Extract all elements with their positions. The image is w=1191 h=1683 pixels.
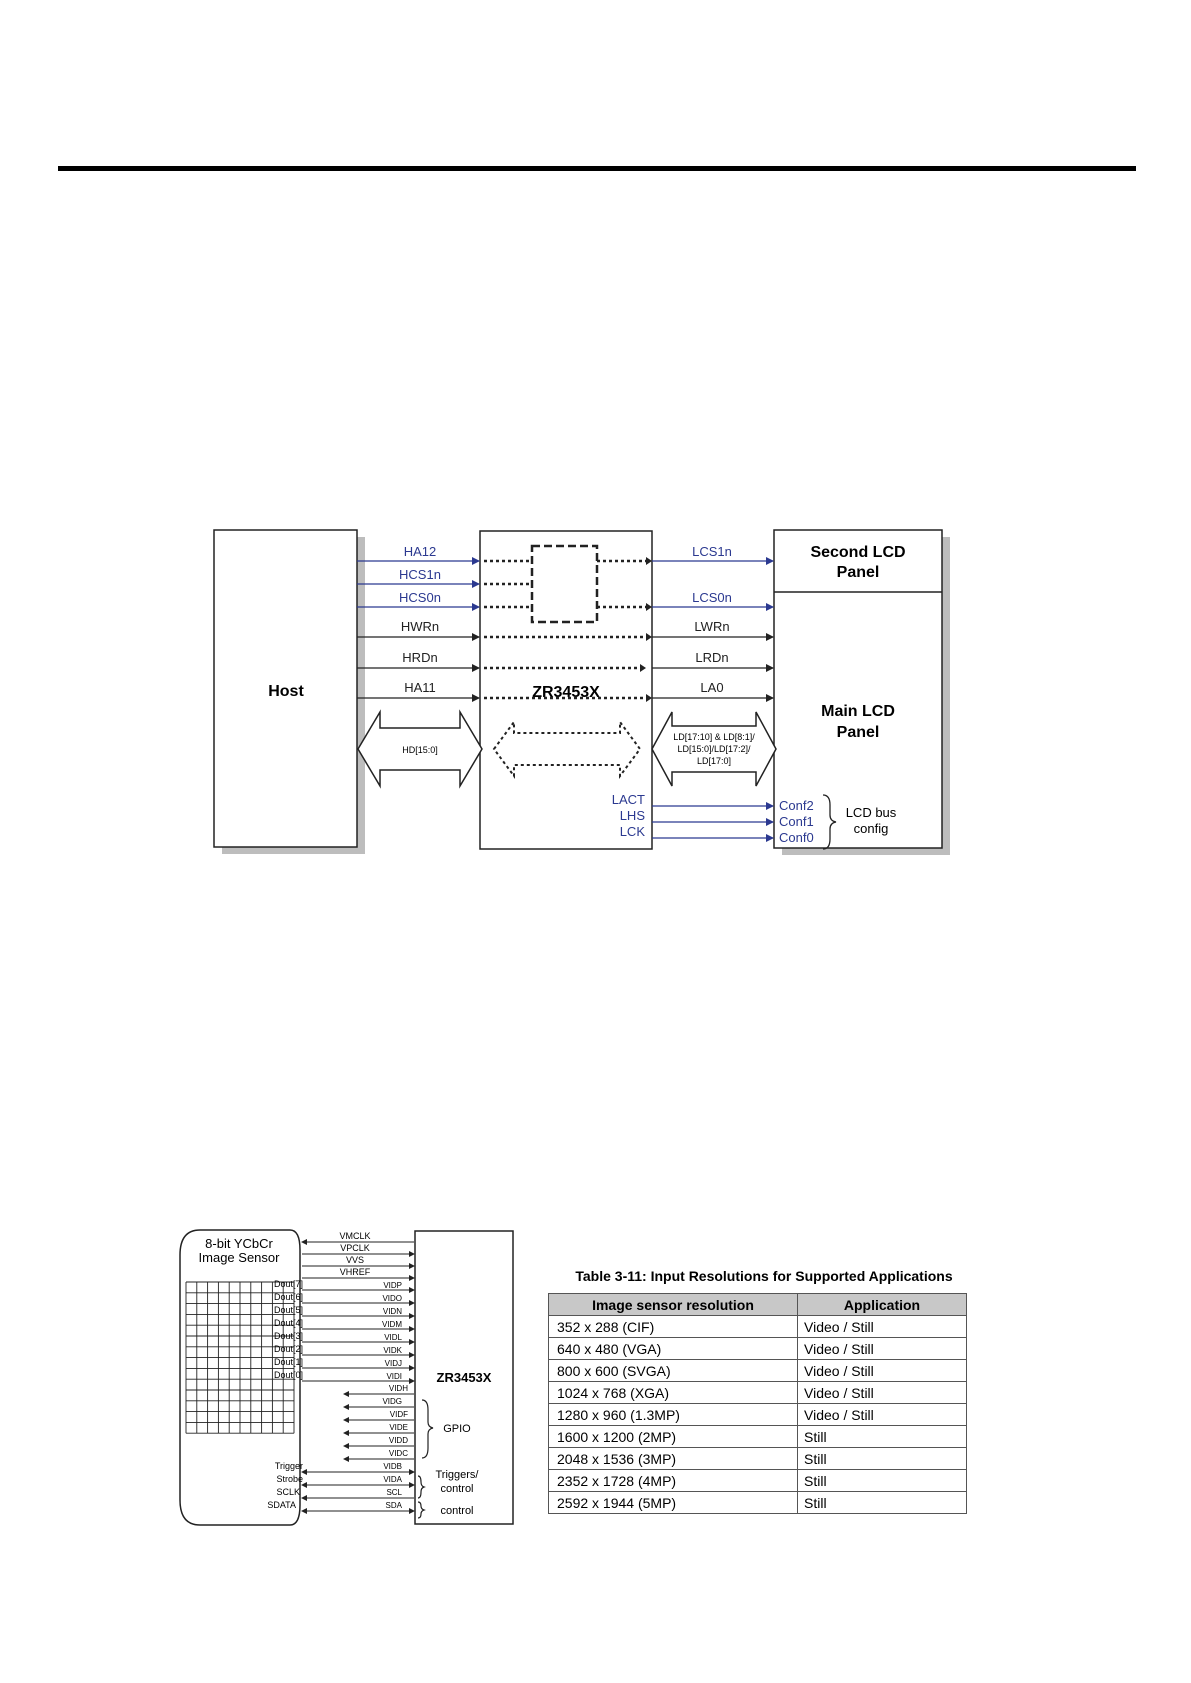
gpio-label: GPIO [443,1423,471,1435]
dout-0: Dout[0] [273,1370,303,1380]
table-header-row [549,1294,967,1316]
signal-hcs0n: HCS0n [399,590,441,605]
vid-m: VIDM [382,1320,402,1329]
second-lcd-label-1: Second LCD [810,544,906,561]
triggers-label-1: Triggers/ [435,1469,479,1481]
chip2-label: ZR3453X [436,1370,492,1385]
signal-conf1: Conf1 [779,814,814,829]
cell-resolution: 2048 x 1536 (3MP) [549,1448,798,1470]
sig-vmclk: VMCLK [339,1231,371,1241]
gpio-vide: VIDE [389,1423,408,1432]
ctrl-strobe: Strobe [276,1474,303,1484]
table-caption: Table 3-11: Input Resolutions for Supported Applications [575,1268,953,1284]
signal-lact: LACT [611,792,645,807]
second-lcd-label-2: Panel [836,564,880,581]
signal-hwrn: HWRn [400,619,440,634]
resolution-table [548,1293,967,1514]
lcd-bus-label-1: LD[17:10] & LD[8:1]/ [673,732,755,742]
ctrl-trigger: Trigger [274,1461,303,1471]
host-bus-label: HD[15:0] [402,745,438,755]
table-row [549,1338,967,1360]
cell-application: Video / Still [798,1382,967,1404]
cell-application: Still [798,1470,967,1492]
vid-j: VIDJ [384,1359,402,1368]
vid-p: VIDP [383,1281,402,1290]
signal-hcs1n: HCS1n [399,567,441,582]
signal-la0: LA0 [700,680,724,695]
signal-ha12: HA12 [403,544,437,559]
sig-vpclk: VPCLK [340,1243,370,1253]
signal-conf2: Conf2 [779,798,814,813]
cell-application: Video / Still [798,1338,967,1360]
image-sensor-diagram [0,1220,540,1540]
cell-application: Video / Still [798,1360,967,1382]
main-lcd-label-1: Main LCD [821,703,895,720]
dout-1: Dout[1] [273,1357,303,1367]
gpio-vidg: VIDG [382,1397,402,1406]
table-row [549,1470,967,1492]
dout-7: Dout[7] [273,1279,303,1289]
dout-2: Dout[2] [273,1344,303,1354]
dout-4: Dout[4] [273,1318,303,1328]
vid-l: VIDL [384,1333,402,1342]
ctrl-vidb: VIDB [383,1462,402,1471]
cell-resolution: 2352 x 1728 (4MP) [549,1470,798,1492]
lcd-interface-diagram [0,520,1191,870]
lcd-bus-label-2: LD[15:0]/LD[17:2]/ [677,744,751,754]
table-row [549,1448,967,1470]
gpio-vidh: VIDH [388,1384,408,1393]
table-row [549,1426,967,1448]
vid-n: VIDN [382,1307,402,1316]
vid-i: VIDI [386,1372,402,1381]
signal-lcs1n: LCS1n [692,544,732,559]
sig-vhref: VHREF [339,1267,371,1277]
chip-label: ZR3453X [532,684,600,701]
header-resolution: Image sensor resolution [549,1294,798,1316]
signal-lcs0n: LCS0n [692,590,732,605]
signal-lrdn: LRDn [695,650,729,665]
table-row [549,1382,967,1404]
cell-resolution: 352 x 288 (CIF) [549,1316,798,1338]
main-lcd-label-2: Panel [836,724,880,741]
signal-hrdn: HRDn [402,650,438,665]
config-group-label-1: LCD bus [845,805,897,820]
signal-lck: LCK [619,824,645,839]
cell-application: Still [798,1448,967,1470]
cell-resolution: 2592 x 1944 (5MP) [549,1492,798,1514]
table-row [549,1492,967,1514]
dout-5: Dout[5] [273,1305,303,1315]
gpio-vidc: VIDC [388,1449,408,1458]
table-row [549,1404,967,1426]
config-arrows [652,806,773,838]
sensor-label-1: 8-bit YCbCr [205,1236,273,1251]
ctrl-scl: SCL [386,1488,402,1497]
table-row [549,1360,967,1382]
triggers-label-2: control [440,1483,474,1495]
gpio-vidf: VIDF [389,1410,408,1419]
cell-resolution: 800 x 600 (SVGA) [549,1360,798,1382]
signal-conf0: Conf0 [779,830,814,845]
dout-6: Dout[6] [273,1292,303,1302]
ctrl-sclk: SCLK [276,1487,300,1497]
gpio-vidd: VIDD [388,1436,408,1445]
cell-resolution: 1024 x 768 (XGA) [549,1382,798,1404]
cell-application: Still [798,1426,967,1448]
cell-resolution: 1600 x 1200 (2MP) [549,1426,798,1448]
cell-application: Video / Still [798,1316,967,1338]
control-label: control [440,1505,474,1517]
ctrl-sdata: SDATA [267,1500,296,1510]
cell-application: Video / Still [798,1404,967,1426]
ctrl-sda: SDA [385,1501,402,1510]
dout-3: Dout[3] [273,1331,303,1341]
ctrl-vida: VIDA [383,1475,402,1484]
header-application: Application [798,1294,967,1316]
table-row [549,1316,967,1338]
vid-o: VIDO [382,1294,402,1303]
signal-lwrn: LWRn [694,619,730,634]
vid-k: VIDK [383,1346,402,1355]
lcd-bus-label-3: LD[17:0] [696,756,732,766]
sensor-label-2: Image Sensor [198,1250,280,1265]
table-body [549,1316,967,1514]
signal-ha11: HA11 [404,680,436,695]
host-label: Host [268,683,304,700]
cell-application: Still [798,1492,967,1514]
header-rule [58,166,1136,171]
cell-resolution: 640 x 480 (VGA) [549,1338,798,1360]
cell-resolution: 1280 x 960 (1.3MP) [549,1404,798,1426]
config-group-label-2: config [853,821,889,836]
sig-vvs: VVS [345,1255,365,1265]
signal-lhs: LHS [619,808,645,823]
